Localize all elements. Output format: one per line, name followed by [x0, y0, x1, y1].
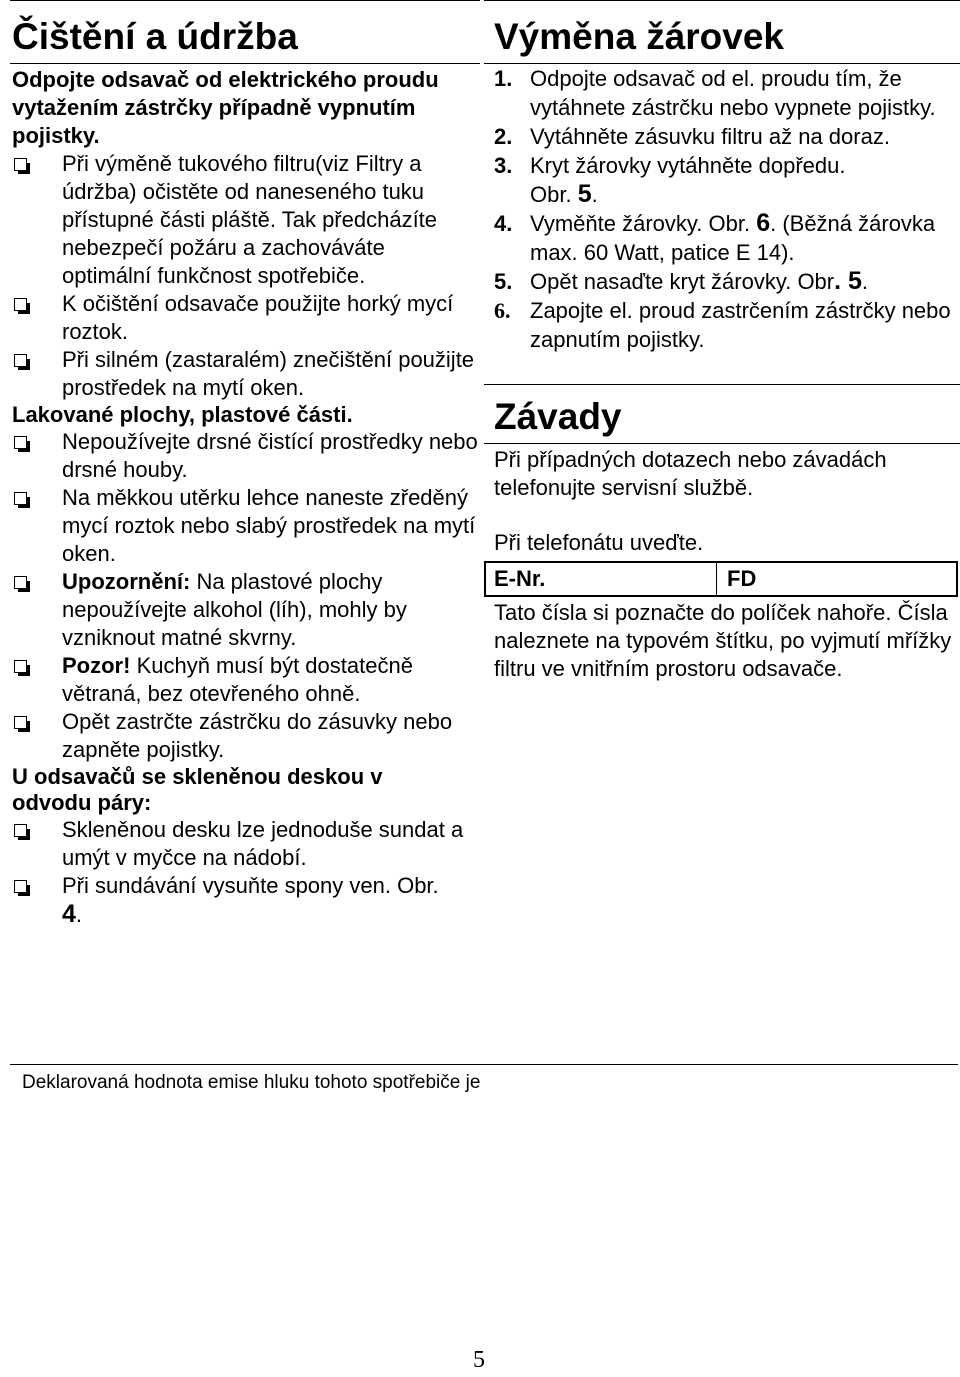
list-item: Při sundávání vysuňte spony ven. Obr. 4. [10, 872, 442, 929]
note-text: Tato čísla si poznačte do políček nahoře. Čísla naleznete na typovém štítku, po vyjmutí mřížky filtru ve vnitřním prostoru odsavače. [494, 600, 952, 681]
step-item: 4. Vyměňte žárovky. Obr. 6. (Běžná žárovka max. 60 Watt, patice E 14). [494, 209, 936, 265]
checkbox-bullet-icon [14, 880, 27, 893]
right-column [484, 0, 960, 683]
phone-text: Při telefonátu uveďte. [494, 530, 704, 555]
checkbox-bullet-icon [14, 158, 27, 171]
footer-text: Deklarovaná hodnota emise hluku tohoto spotřebiče je [22, 1072, 481, 1093]
list-item: Při výměně tukového filtru(viz Filtry a údržba) očistěte od naneseného tuku přístupné části pláště. Tak předcházíte nebezpečí požáru a zachováváte optimální funkčnost spotřebiče. [10, 150, 480, 290]
page-number: 5 [473, 1347, 485, 1373]
section-title-bulbs: Výměna žárovek [484, 0, 960, 63]
spacer [484, 354, 960, 384]
checkbox-bullet-icon [14, 354, 27, 367]
list-item: Opět zastrčte zástrčku do zásuvky nebo zapněte pojistky. [10, 708, 480, 764]
list-item: Při silném (zastaralém) znečištění použijte prostředek na mytí oken. [10, 346, 480, 402]
list-item-warning: Upozornění: Na plastové plochy nepoužívejte alkohol (líh), mohly by vzniknout matné skvrny. [10, 568, 480, 652]
footer-rule [10, 1064, 958, 1065]
list-item: Skleněnou desku lze jednoduše sundat a umýt v myčce na nádobí. [10, 816, 480, 872]
step-item: 6. Zapojte el. proud zastrčením zástrčky nebo zapnutím pojistky. [494, 298, 951, 352]
subheading-glass-panel: U odsavačů se skleněnou deskou v odvodu páry: [12, 764, 383, 815]
list-item: Na měkkou utěrku lehce naneste zředěný mycí roztok nebo slabý prostředek na mytí oken. [10, 484, 480, 568]
list-item-caution: Pozor! Kuchyň musí být dostatečně větraná, bez otevřeného ohně. [10, 652, 480, 708]
fd-cell: FD [727, 566, 757, 591]
checkbox-bullet-icon [14, 298, 27, 311]
step-item: 2. Vytáhněte zásuvku filtru až na doraz. [494, 124, 890, 149]
subheading-painted-surfaces: Lakované plochy, plastové části. [12, 402, 353, 427]
faults-text: Při případných dotazech nebo závadách telefonujte servisní službě. [494, 447, 887, 500]
bulb-steps [484, 64, 960, 354]
step-item: 1. Odpojte odsavač od el. proudu tím, že vytáhnete zástrčku nebo vypnete pojistky. [494, 66, 936, 120]
intro-text: Odpojte odsavač od elektrického proudu vytažením zástrčky případně vypnutím pojistky. [12, 67, 439, 148]
enr-cell: E-Nr. [486, 563, 717, 595]
list-item: Nepoužívejte drsné čistící prostředky nebo drsné houby. [10, 428, 480, 484]
checkbox-bullet-icon [14, 436, 27, 449]
section-title-cleaning: Čištění a údržba [10, 0, 480, 63]
checkbox-bullet-icon [14, 576, 27, 589]
checkbox-bullet-icon [14, 824, 27, 837]
enr-fd-table [484, 561, 958, 597]
section-title-faults: Závady [484, 384, 960, 443]
step-item: 5. Opět nasaďte kryt žárovky. Obr. 5. [494, 267, 869, 295]
checkbox-bullet-icon [14, 716, 27, 729]
step-item: 3. Kryt žárovky vytáhněte dopředu. Obr. 5. [494, 153, 846, 208]
checkbox-bullet-icon [14, 492, 27, 505]
checkbox-bullet-icon [14, 660, 27, 673]
list-item: K očištění odsavače použijte horký mycí roztok. [10, 290, 480, 346]
left-column [10, 0, 480, 929]
